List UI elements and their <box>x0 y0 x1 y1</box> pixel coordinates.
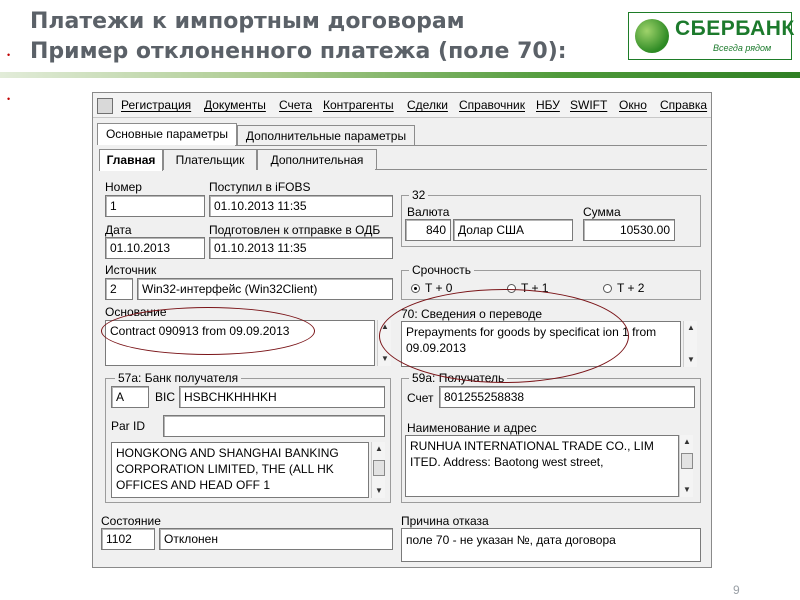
source-field[interactable]: Win32-интерфейс (Win32Client) <box>137 278 393 300</box>
reject-label: Причина отказа <box>401 514 489 528</box>
field70-label: 70: Сведения о переводе <box>401 307 543 321</box>
basis-textarea[interactable]: Contract 090913 from 09.09.2013 <box>105 320 375 366</box>
number-label: Номер <box>105 180 142 194</box>
urgency-t1-radio[interactable] <box>507 281 548 295</box>
scroll-down-icon[interactable]: ▼ <box>381 354 389 363</box>
tab-extra-params[interactable]: Дополнительные параметры <box>237 125 415 146</box>
field70-textarea[interactable]: Prepayments for goods by specificat ion 1 from 09.09.2013 <box>401 321 681 367</box>
urgency-t0-label: T + 0 <box>425 281 453 295</box>
scroll-thumb[interactable] <box>373 460 385 476</box>
bic-label: BIC <box>155 390 176 404</box>
prepared-field[interactable]: 01.10.2013 11:35 <box>209 237 393 259</box>
field32-title: 32 <box>409 188 428 202</box>
urgency-t0-radio[interactable] <box>411 281 452 295</box>
prepared-label: Подготовлен к отправке в ОДБ <box>209 223 381 237</box>
basis-scrollbar[interactable] <box>377 320 391 366</box>
scroll-down-icon[interactable]: ▼ <box>375 486 383 495</box>
scroll-down-icon[interactable]: ▼ <box>683 485 691 494</box>
menu-registration[interactable]: Регистрация <box>121 98 192 112</box>
basis-label: Основание <box>105 305 167 319</box>
ben59-title: 59a: Получатель <box>409 371 507 385</box>
radio-selected-icon <box>411 284 420 293</box>
amount-field[interactable]: 10530.00 <box>583 219 675 241</box>
scroll-up-icon[interactable]: ▲ <box>375 444 383 453</box>
scroll-up-icon[interactable]: ▲ <box>683 437 691 446</box>
status-code-field[interactable]: 1102 <box>101 528 155 550</box>
subtab-divider <box>375 169 707 170</box>
tab-main-params[interactable]: Основные параметры <box>97 123 237 145</box>
urgency-t2-radio[interactable] <box>603 281 644 295</box>
urgency-t2-label: T + 2 <box>617 281 645 295</box>
account-label: Счет <box>407 391 434 405</box>
scroll-up-icon[interactable]: ▲ <box>687 323 695 332</box>
name-addr-textarea[interactable]: RUNHUA INTERNATIONAL TRADE CO., LIM ITED. Address: Baotong west street, <box>405 435 679 497</box>
urgency-title: Срочность <box>409 263 474 277</box>
parid-field[interactable] <box>163 415 385 437</box>
sberbank-logo <box>628 12 795 60</box>
scroll-down-icon[interactable]: ▼ <box>687 355 695 364</box>
bank57-option-field[interactable]: A <box>111 386 149 408</box>
urgency-t1-label: T + 1 <box>521 281 549 295</box>
currency-label: Валюта <box>407 205 450 219</box>
header-divider <box>0 72 800 78</box>
source-label: Источник <box>105 263 157 277</box>
received-label: Поступил в iFOBS <box>209 180 311 194</box>
menu-deals[interactable]: Сделки <box>407 98 448 112</box>
bank57-scrollbar[interactable] <box>371 442 385 498</box>
scroll-up-icon[interactable]: ▲ <box>381 322 389 331</box>
received-field[interactable]: 01.10.2013 11:35 <box>209 195 393 217</box>
source-code-field[interactable]: 2 <box>105 278 133 300</box>
scroll-thumb[interactable] <box>681 453 693 469</box>
menu-documents[interactable]: Документы <box>204 98 266 112</box>
tab-general[interactable]: Главная <box>99 149 163 171</box>
status-label: Состояние <box>101 514 161 528</box>
logo-tagline: Всегда рядом <box>713 43 772 53</box>
menu-bar <box>93 93 711 118</box>
menu-swift[interactable]: SWIFT <box>570 98 608 112</box>
tab-payer[interactable]: Плательщик <box>163 149 257 170</box>
currency-code-field[interactable]: 840 <box>405 219 451 241</box>
field70-scrollbar[interactable] <box>683 321 697 367</box>
name-addr-label: Наименование и адрес <box>407 421 537 435</box>
radio-icon <box>603 284 612 293</box>
tab-additional[interactable]: Дополнительная <box>257 149 377 170</box>
sberbank-logo-icon <box>635 19 669 53</box>
menu-window[interactable]: Окно <box>619 98 647 112</box>
currency-name-field[interactable]: Долар США <box>453 219 573 241</box>
date-field[interactable]: 01.10.2013 <box>105 237 205 259</box>
reject-textarea[interactable]: поле 70 - не указан №, дата договора <box>401 528 701 562</box>
menu-nbu[interactable]: НБУ <box>536 98 560 112</box>
date-label: Дата <box>105 223 132 237</box>
logo-name: СБЕРБАНК <box>675 17 795 40</box>
bic-field[interactable]: HSBCHKHHHKH <box>179 386 385 408</box>
status-field[interactable]: Отклонен <box>159 528 393 550</box>
app-window <box>92 92 712 568</box>
parid-label: Par ID <box>111 419 146 433</box>
bullet-dots: • • <box>7 50 11 104</box>
bank57-address-textarea[interactable]: HONGKONG AND SHANGHAI BANKING CORPORATION LIMITED, THE (ALL HK OFFICES AND HEAD OFF 1 <box>111 442 369 498</box>
menu-accounts[interactable]: Счета <box>279 98 313 112</box>
number-field[interactable]: 1 <box>105 195 205 217</box>
menu-help[interactable]: Справка <box>660 98 708 112</box>
slide-title-line1: Платежи к импортным договорам <box>30 9 465 34</box>
tab-divider <box>235 145 707 146</box>
menu-reference[interactable]: Справочник <box>459 98 525 112</box>
page-number: 9 <box>733 583 740 597</box>
name-addr-scrollbar[interactable] <box>679 435 693 497</box>
app-window-icon[interactable] <box>97 98 113 114</box>
account-field[interactable]: 801255258838 <box>439 386 695 408</box>
radio-icon <box>507 284 516 293</box>
amount-label: Сумма <box>583 205 621 219</box>
bank57-title: 57a: Банк получателя <box>115 371 241 385</box>
slide-title-line2: Пример отклоненного платежа (поле 70): <box>30 39 567 64</box>
menu-counterparties[interactable]: Контрагенты <box>323 98 394 112</box>
